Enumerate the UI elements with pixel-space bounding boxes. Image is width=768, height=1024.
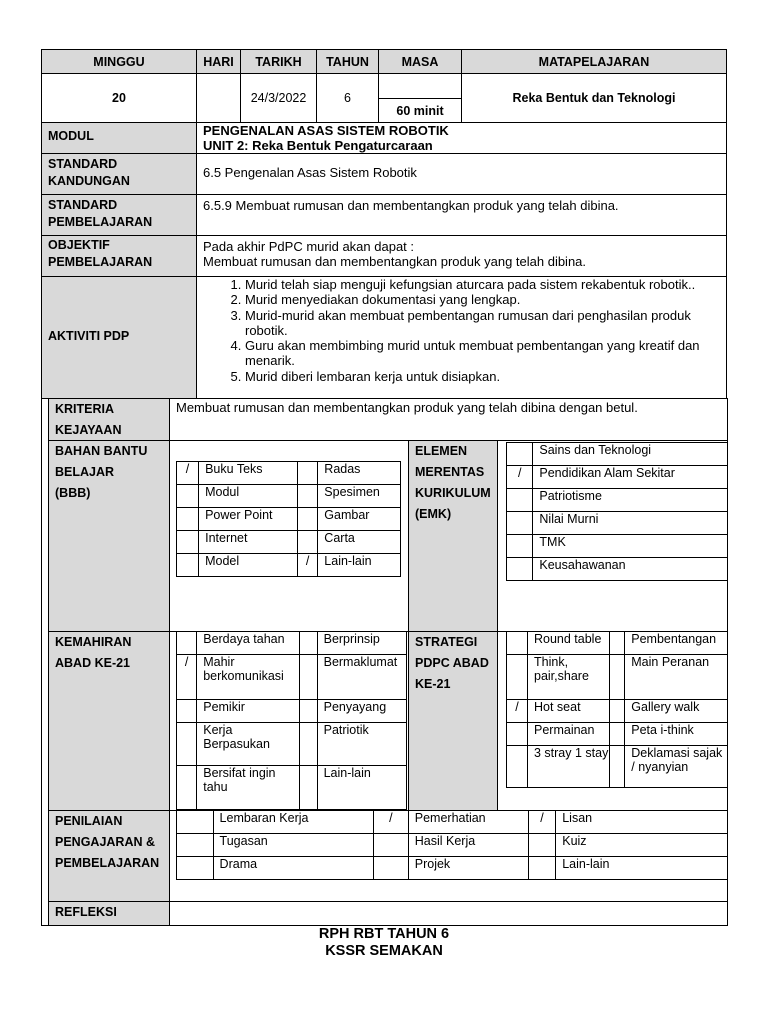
strategi-row xyxy=(507,723,728,746)
strategi-item: Gallery walk xyxy=(625,700,728,723)
strategi-item: 3 stray 1 stay xyxy=(528,746,610,788)
penilaian-item: Lisan xyxy=(556,811,728,834)
strategi-label-line3: KE-21 xyxy=(415,677,451,691)
strategi-table xyxy=(506,631,728,788)
bbb-item: Modul xyxy=(199,485,298,508)
matapelajaran-header: MATAPELAJARAN xyxy=(461,49,727,74)
footer-line2: KSSR SEMAKAN xyxy=(325,943,443,959)
strategi-item: Round table xyxy=(528,632,610,655)
masa-header: MASA xyxy=(378,49,462,74)
emk-label-line4: (EMK) xyxy=(415,507,452,521)
kemahiran-item: Bersifat ingin tahu xyxy=(197,766,299,810)
penilaian-item: Lain-lain xyxy=(556,857,728,880)
footer-line1: RPH RBT TAHUN 6 xyxy=(318,926,450,942)
strategi-label-line1: STRATEGI xyxy=(415,635,478,649)
emk-item: Sains dan Teknologi xyxy=(533,443,728,466)
tahun-value: 6 xyxy=(316,73,379,123)
emk-item: Nilai Murni xyxy=(533,512,728,535)
emk-item: TMK xyxy=(533,535,728,558)
refleksi-value xyxy=(169,901,728,926)
refleksi-label xyxy=(48,901,170,926)
bbb-tick-mark xyxy=(297,508,317,531)
strategi-row xyxy=(507,700,728,723)
bbb-item: Spesimen xyxy=(318,485,401,508)
emk-row xyxy=(507,466,728,489)
sp-label-line1: STANDARD xyxy=(48,198,118,212)
strategi-tick-mark xyxy=(507,723,528,746)
minggu-value: 20 xyxy=(41,73,197,123)
kemahiran-item: Lain-lain xyxy=(317,766,406,810)
modul-line2: UNIT 2: Reka Bentuk Pengaturcaraan xyxy=(203,138,433,153)
penilaian-item: Projek xyxy=(408,857,528,880)
standard-kandungan-value: 6.5 Pengenalan Asas Sistem Robotik xyxy=(196,153,727,195)
standard-pembelajaran-label xyxy=(41,194,197,236)
kemahiran-tick-mark xyxy=(299,700,317,723)
penilaian-tick-mark xyxy=(528,834,555,857)
strategi-tick-mark xyxy=(507,632,528,655)
emk-tick-mark xyxy=(507,535,533,558)
bbb-tick-mark: / xyxy=(297,554,317,577)
objektif-value xyxy=(196,235,727,277)
bbb-tick-mark xyxy=(297,485,317,508)
emk-label-line2: MERENTAS xyxy=(415,465,485,479)
emk-tick-mark xyxy=(507,512,533,535)
bbb-row xyxy=(177,554,401,577)
emk-tick-mark xyxy=(507,489,533,512)
penilaian-label-column xyxy=(48,810,170,902)
kriteria-label-line1: KRITERIA xyxy=(55,402,115,416)
sk-label-line1: STANDARD xyxy=(48,157,118,171)
bbb-label-line1: BAHAN BANTU xyxy=(55,444,148,458)
strategi-tick-mark: / xyxy=(507,700,528,723)
kemahiran-tick-mark xyxy=(299,766,317,810)
kemahiran-label-column xyxy=(48,631,170,811)
emk-item: Pendidikan Alam Sekitar xyxy=(533,466,728,489)
tarikh-header: TARIKH xyxy=(240,49,317,74)
emk-label-line1: ELEMEN xyxy=(415,444,468,458)
kriteria-label xyxy=(48,398,170,441)
kemahiran-tick-mark xyxy=(177,766,197,810)
penilaian-item: Tugasan xyxy=(213,834,373,857)
aktiviti-list-cell xyxy=(196,276,727,399)
emk-tick-mark xyxy=(507,443,533,466)
strategi-tick-mark xyxy=(610,655,625,700)
strategi-tick-mark xyxy=(610,723,625,746)
sk-label-line2: KANDUNGAN xyxy=(48,174,130,188)
bbb-label-line2: BELAJAR xyxy=(55,465,115,479)
minggu-header: MINGGU xyxy=(41,49,197,74)
penilaian-tick-mark xyxy=(373,834,408,857)
bbb-item: Radas xyxy=(318,462,401,485)
penilaian-tick-mark: / xyxy=(528,811,555,834)
kriteria-value: Membuat rumusan dan membentangkan produk yang telah dibina dengan betul. xyxy=(169,398,728,441)
strategi-row xyxy=(507,632,728,655)
emk-tick-mark xyxy=(507,558,533,581)
penilaian-tick-mark xyxy=(373,857,408,880)
penilaian-tick-mark xyxy=(177,857,214,880)
emk-tick-mark: / xyxy=(507,466,533,489)
emk-label-column xyxy=(408,440,498,632)
bbb-tick-mark xyxy=(177,485,199,508)
masa-value: 60 minit xyxy=(378,98,462,123)
kemahiran-row xyxy=(177,723,407,766)
kemahiran-tick-mark: / xyxy=(177,655,197,700)
bbb-tick-mark xyxy=(177,508,199,531)
bbb-tick-mark: / xyxy=(177,462,199,485)
hari-header: HARI xyxy=(196,49,241,74)
aktiviti-item: 3. Murid-murid akan membuat pembentangan rumusan dari penghasilan produk robotik. xyxy=(245,308,720,339)
strategi-row xyxy=(507,655,728,700)
kemahiran-tick-mark xyxy=(299,655,317,700)
strategi-tick-mark xyxy=(507,655,528,700)
kemahiran-label-line2: ABAD KE-21 xyxy=(55,656,131,670)
bbb-tick-mark xyxy=(297,462,317,485)
emk-row xyxy=(507,489,728,512)
bbb-tick-mark xyxy=(297,531,317,554)
kemahiran-item: Bermaklumat xyxy=(317,655,406,700)
refleksi-label-text: REFLEKSI xyxy=(55,905,117,919)
matapelajaran-value: Reka Bentuk dan Teknologi xyxy=(461,73,727,123)
strategi-tick-mark xyxy=(610,746,625,788)
penilaian-item: Lembaran Kerja xyxy=(213,811,373,834)
kemahiran-item: Kerja Berpasukan xyxy=(197,723,299,766)
penilaian-tick-mark xyxy=(177,834,214,857)
bbb-row xyxy=(177,531,401,554)
objektif-line2: Membuat rumusan dan membentangkan produk yang telah dibina. xyxy=(203,254,587,269)
kriteria-label-line2: KEJAYAAN xyxy=(55,423,122,437)
strategi-item: Permainan xyxy=(528,723,610,746)
bbb-item: Carta xyxy=(318,531,401,554)
penilaian-row xyxy=(177,834,728,857)
aktiviti-label: AKTIVITI PDP xyxy=(41,276,197,399)
penilaian-row xyxy=(177,857,728,880)
kemahiran-item: Patriotik xyxy=(317,723,406,766)
strategi-tick-mark xyxy=(610,700,625,723)
emk-label-line3: KURIKULUM xyxy=(415,486,491,500)
kemahiran-tick-mark xyxy=(177,700,197,723)
strategi-row xyxy=(507,746,728,788)
strategi-label-column xyxy=(408,631,498,811)
penilaian-row xyxy=(177,811,728,834)
penilaian-item: Kuiz xyxy=(556,834,728,857)
penilaian-item: Hasil Kerja xyxy=(408,834,528,857)
kemahiran-row xyxy=(177,632,407,655)
tarikh-value: 24/3/2022 xyxy=(240,73,317,123)
bbb-item: Buku Teks xyxy=(199,462,298,485)
penilaian-table xyxy=(176,810,728,880)
bbb-tick-mark xyxy=(177,531,199,554)
emk-row xyxy=(507,512,728,535)
bbb-row xyxy=(177,508,401,531)
hari-value xyxy=(196,73,241,123)
obj-label-line1: OBJEKTIF xyxy=(48,238,110,252)
penilaian-item: Pemerhatian xyxy=(408,811,528,834)
kemahiran-item: Penyayang xyxy=(317,700,406,723)
kemahiran-row xyxy=(177,766,407,810)
kemahiran-item: Pemikir xyxy=(197,700,299,723)
bbb-row xyxy=(177,485,401,508)
emk-item: Keusahawanan xyxy=(533,558,728,581)
standard-pembelajaran-value: 6.5.9 Membuat rumusan dan membentangkan produk yang telah dibina. xyxy=(196,194,727,236)
emk-row xyxy=(507,558,728,581)
emk-item: Patriotisme xyxy=(533,489,728,512)
objektif-label xyxy=(41,235,197,277)
penilaian-item: Drama xyxy=(213,857,373,880)
kemahiran-table xyxy=(176,631,407,810)
kemahiran-item: Berdaya tahan xyxy=(197,632,299,655)
kemahiran-tick-mark xyxy=(299,632,317,655)
penilaian-label-line3: PEMBELAJARAN xyxy=(55,856,160,870)
kemahiran-row xyxy=(177,655,407,700)
strategi-item: Think, pair,share xyxy=(528,655,610,700)
kemahiran-tick-mark xyxy=(177,723,197,766)
strategi-item: Pembentangan xyxy=(625,632,728,655)
aktiviti-item: 4. Guru akan membimbing murid untuk membuat pembentangan yang kreatif dan menarik. xyxy=(245,338,720,369)
bbb-label-line3: (BBB) xyxy=(55,486,91,500)
modul-label: MODUL xyxy=(41,122,197,154)
bbb-item: Model xyxy=(199,554,298,577)
strategi-item: Peta i-think xyxy=(625,723,728,746)
kemahiran-row xyxy=(177,700,407,723)
bbb-tick-mark xyxy=(177,554,199,577)
penilaian-label-line2: PENGAJARAN & xyxy=(55,835,156,849)
emk-row xyxy=(507,443,728,466)
strategi-label-line2: PDPC ABAD xyxy=(415,656,489,670)
bbb-item: Gambar xyxy=(318,508,401,531)
penilaian-label-line1: PENILAIAN xyxy=(55,814,123,828)
bbb-label-column xyxy=(48,440,170,632)
emk-table xyxy=(506,442,728,581)
kemahiran-tick-mark xyxy=(177,632,197,655)
bbb-item: Power Point xyxy=(199,508,298,531)
strategi-item: Main Peranan xyxy=(625,655,728,700)
aktiviti-list xyxy=(197,277,720,384)
bbb-item: Lain-lain xyxy=(318,554,401,577)
bbb-row xyxy=(177,462,401,485)
kemahiran-item: Mahir berkomunikasi xyxy=(197,655,299,700)
aktiviti-item: 5. Murid diberi lembaran kerja untuk disiapkan. xyxy=(245,369,720,384)
aktiviti-item: 1. Murid telah siap menguji kefungsian aturcara pada sistem rekabentuk robotik.. xyxy=(245,277,720,292)
strategi-tick-mark xyxy=(610,632,625,655)
strategi-item: Deklamasi sajak / nyanyian xyxy=(625,746,728,788)
modul-value xyxy=(196,122,727,154)
kemahiran-tick-mark xyxy=(299,723,317,766)
bbb-table xyxy=(176,461,401,577)
tahun-header: TAHUN xyxy=(316,49,379,74)
penilaian-tick-mark xyxy=(528,857,555,880)
penilaian-tick-mark xyxy=(177,811,214,834)
objektif-line1: Pada akhir PdPC murid akan dapat : xyxy=(203,239,415,254)
masa-top-cell xyxy=(378,73,462,99)
standard-kandungan-label xyxy=(41,153,197,195)
footer xyxy=(0,926,768,960)
kemahiran-item: Berprinsip xyxy=(317,632,406,655)
strategi-item: Hot seat xyxy=(528,700,610,723)
modul-line1: PENGENALAN ASAS SISTEM ROBOTIK xyxy=(203,123,449,138)
kemahiran-label-line1: KEMAHIRAN xyxy=(55,635,132,649)
strategi-tick-mark xyxy=(507,746,528,788)
sp-label-line2: PEMBELAJARAN xyxy=(48,215,153,229)
obj-label-line2: PEMBELAJARAN xyxy=(48,255,153,269)
emk-row xyxy=(507,535,728,558)
penilaian-tick-mark: / xyxy=(373,811,408,834)
aktiviti-item: 2. Murid menyediakan dokumentasi yang lengkap. xyxy=(245,292,720,307)
bbb-item: Internet xyxy=(199,531,298,554)
